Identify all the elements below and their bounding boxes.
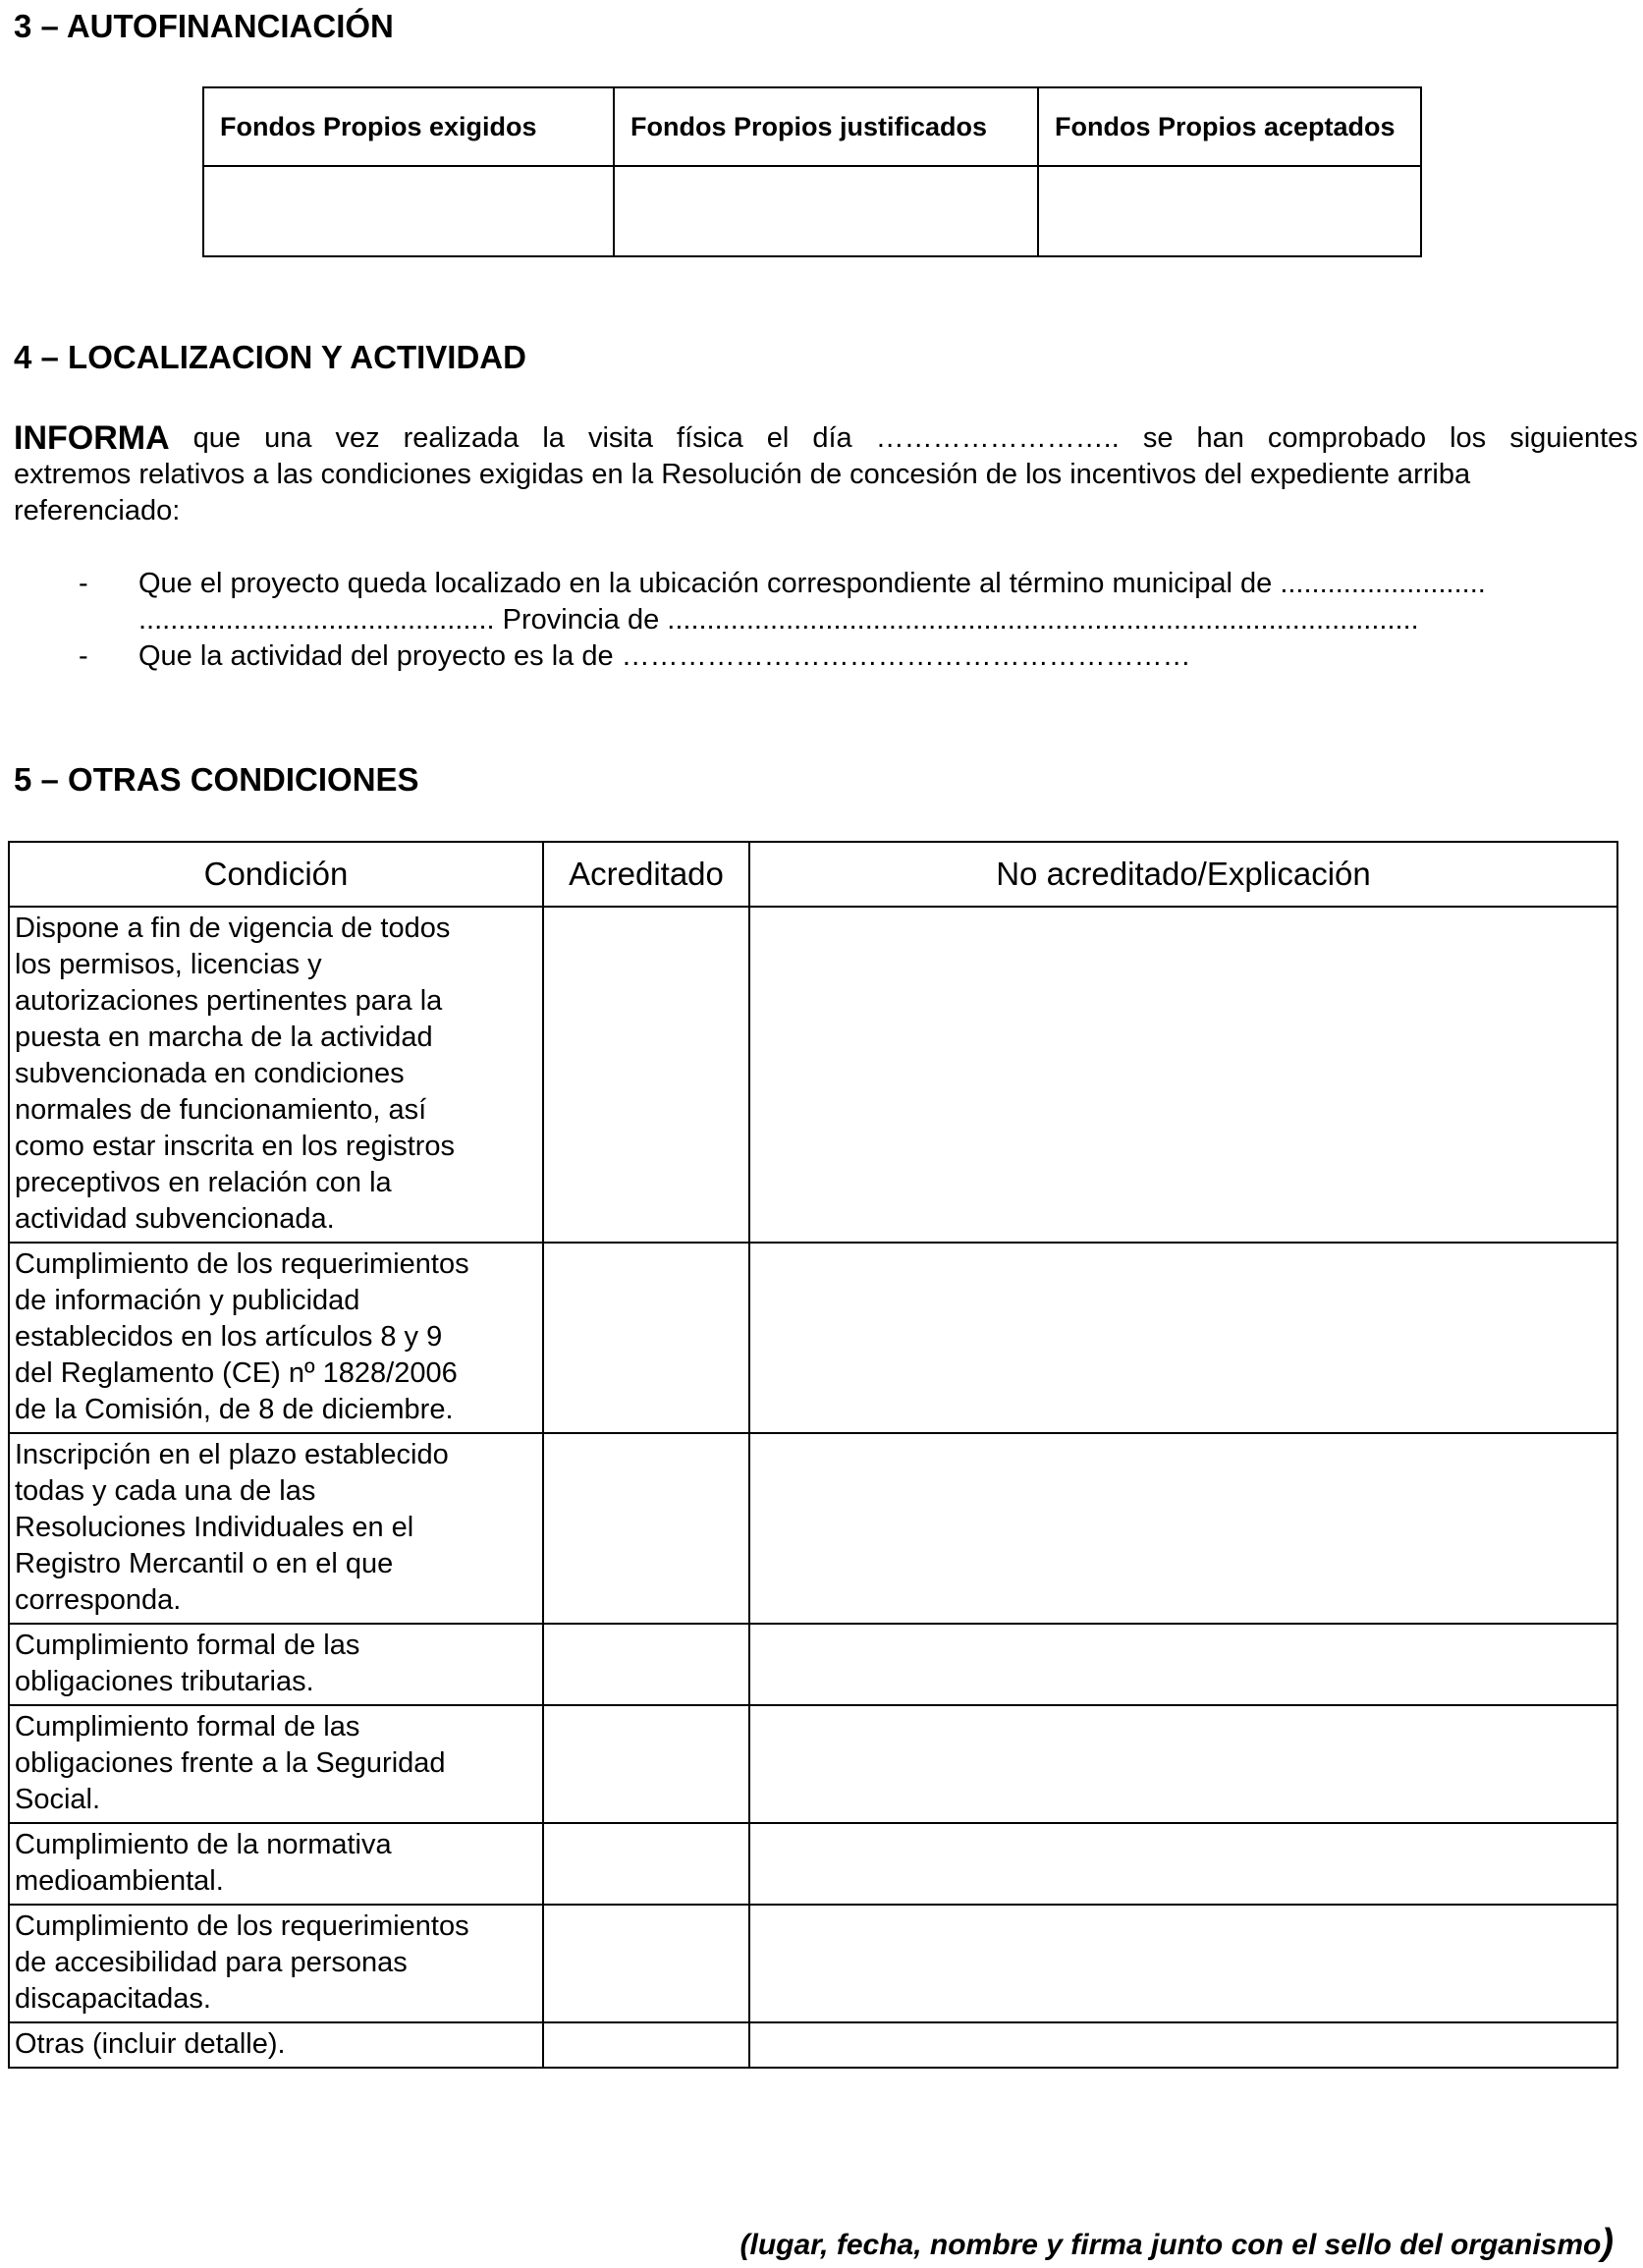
condition-line: Cumplimiento de los requerimientos [15,1910,469,1942]
table-row [9,2022,1617,2068]
condition-line: Otras (incluir detalle). [15,2028,286,2060]
condition-cell [9,1823,543,1905]
condition-line: medioambiental. [15,1865,224,1897]
informa-word: realizada [403,422,520,454]
cell-fondos-aceptados[interactable] [1038,166,1421,256]
condition-line: de accesibilidad para personas [15,1947,408,1978]
condition-line: puesta en marcha de la actividad [15,1022,433,1053]
table-row [203,166,1421,256]
condition-cell [9,1243,543,1433]
header-fondos-aceptados: Fondos Propios aceptados [1038,87,1421,166]
condition-cell [9,907,543,1243]
condition-line: Social. [15,1784,101,1815]
condition-line: obligaciones tributarias. [15,1666,314,1697]
informa-word: vez [335,422,380,454]
informa-line-2: extremos relativos a las condiciones exigidas en la Resolución de concesión de los incentivos del expediente arriba [14,459,1471,490]
signature-caption [740,2222,1615,2264]
header-no-acreditado: No acreditado/Explicación [749,842,1617,907]
condition-line: como estar inscrita en los registros [15,1131,456,1162]
condition-line: corresponda. [15,1584,182,1616]
bullet-dash: - [79,568,88,599]
explicacion-cell[interactable] [749,1705,1617,1823]
condition-line: los permisos, licencias y [15,949,322,980]
informa-word: día [812,422,852,454]
bullet-municipio-line-2: ............................................. Provincia de ............................................................................................... [138,604,1419,636]
condition-line: Inscripción en el plazo establecido [15,1439,449,1470]
informa-word: una [264,422,312,454]
informa-word: han [1196,422,1244,454]
condition-line: Registro Mercantil o en el que [15,1548,394,1579]
conditions-bullet-list [0,566,1643,675]
condition-line: Resoluciones Individuales en el [15,1512,414,1543]
table-row [9,907,1617,1243]
condition-line: establecidos en los artículos 8 y 9 [15,1321,443,1353]
header-acreditado: Acreditado [543,842,749,907]
informa-word: comprobado [1267,422,1427,454]
informa-keyword: INFORMA [14,419,170,457]
acreditado-cell[interactable] [543,907,749,1243]
condition-cell [9,1433,543,1624]
table-row [9,1905,1617,2022]
acreditado-cell[interactable] [543,2022,749,2068]
explicacion-cell[interactable] [749,1624,1617,1705]
condition-line: Cumplimiento formal de las [15,1630,360,1661]
autofinanciacion-table [202,86,1422,257]
cell-fondos-exigidos[interactable] [203,166,614,256]
informa-word: física [677,422,743,454]
otras-condiciones-table [8,841,1618,2069]
condition-cell [9,1905,543,2022]
explicacion-cell[interactable] [749,1905,1617,2022]
informa-paragraph [14,420,1638,529]
informa-word[interactable]: …………………….. [875,422,1120,454]
signature-text: (lugar, fecha, nombre y firma junto con el sello del organismo [739,2229,1602,2261]
table-row [9,1243,1617,1433]
informa-word: el [766,422,790,454]
acreditado-cell[interactable] [543,1624,749,1705]
condition-line: autorizaciones pertinentes para la [15,985,443,1017]
section-3-title: 3 – AUTOFINANCIACIÓN [14,8,394,44]
condition-cell [9,1624,543,1705]
condition-line: subvencionada en condiciones [15,1058,405,1089]
header-fondos-justificados: Fondos Propios justificados [614,87,1038,166]
bullet-actividad: Que la actividad del proyecto es la de …………………………………………………… [138,640,1191,672]
section-5-title: 5 – OTRAS CONDICIONES [14,761,419,798]
bullet-dash: - [79,640,88,672]
acreditado-cell[interactable] [543,1905,749,2022]
explicacion-cell[interactable] [749,907,1617,1243]
informa-word: siguientes [1509,422,1638,454]
condition-line: del Reglamento (CE) nº 1828/2006 [15,1357,458,1389]
list-item [0,566,1643,602]
signature-closing-paren: ) [1601,2222,1614,2263]
table-row [9,1705,1617,1823]
header-condicion: Condición [9,842,543,907]
table-row [9,1823,1617,1905]
bullet-municipio-line-1: Que el proyecto queda localizado en la ubicación correspondiente al término municipal de .......................... [138,568,1486,599]
condition-line: normales de funcionamiento, así [15,1094,427,1126]
condition-line: Dispone a fin de vigencia de todos [15,913,451,944]
condition-line: todas y cada una de las [15,1475,316,1507]
acreditado-cell[interactable] [543,1823,749,1905]
condition-line: obligaciones frente a la Seguridad [15,1747,446,1779]
explicacion-cell[interactable] [749,1823,1617,1905]
acreditado-cell[interactable] [543,1243,749,1433]
informa-word: visita [587,422,654,454]
condition-line: discapacitadas. [15,1983,211,2015]
acreditado-cell[interactable] [543,1705,749,1823]
explicacion-cell[interactable] [749,1433,1617,1624]
explicacion-cell[interactable] [749,1243,1617,1433]
condition-line: de información y publicidad [15,1285,360,1316]
informa-word: se [1142,422,1174,454]
condition-cell [9,2022,543,2068]
informa-word: los [1450,422,1487,454]
table-row [9,1624,1617,1705]
condition-line: Cumplimiento formal de las [15,1711,360,1742]
informa-line-1 [14,420,1638,457]
list-item [0,638,1643,675]
informa-word: que [192,422,242,454]
informa-word: la [542,422,565,454]
table-header-row [9,842,1617,907]
explicacion-cell[interactable] [749,2022,1617,2068]
list-item-continuation [0,602,1643,638]
table-header-row [203,87,1421,166]
condition-line: actividad subvencionada. [15,1203,335,1235]
table-row [9,1433,1617,1624]
condition-line: Cumplimiento de la normativa [15,1829,392,1860]
header-fondos-exigidos: Fondos Propios exigidos [203,87,614,166]
condition-line: de la Comisión, de 8 de diciembre. [15,1394,454,1425]
informa-line-3: referenciado: [14,495,181,526]
condition-line: Cumplimiento de los requerimientos [15,1248,469,1280]
condition-line: preceptivos en relación con la [15,1167,392,1198]
condition-cell [9,1705,543,1823]
cell-fondos-justificados[interactable] [614,166,1038,256]
section-4-title: 4 – LOCALIZACION Y ACTIVIDAD [14,339,526,375]
acreditado-cell[interactable] [543,1433,749,1624]
